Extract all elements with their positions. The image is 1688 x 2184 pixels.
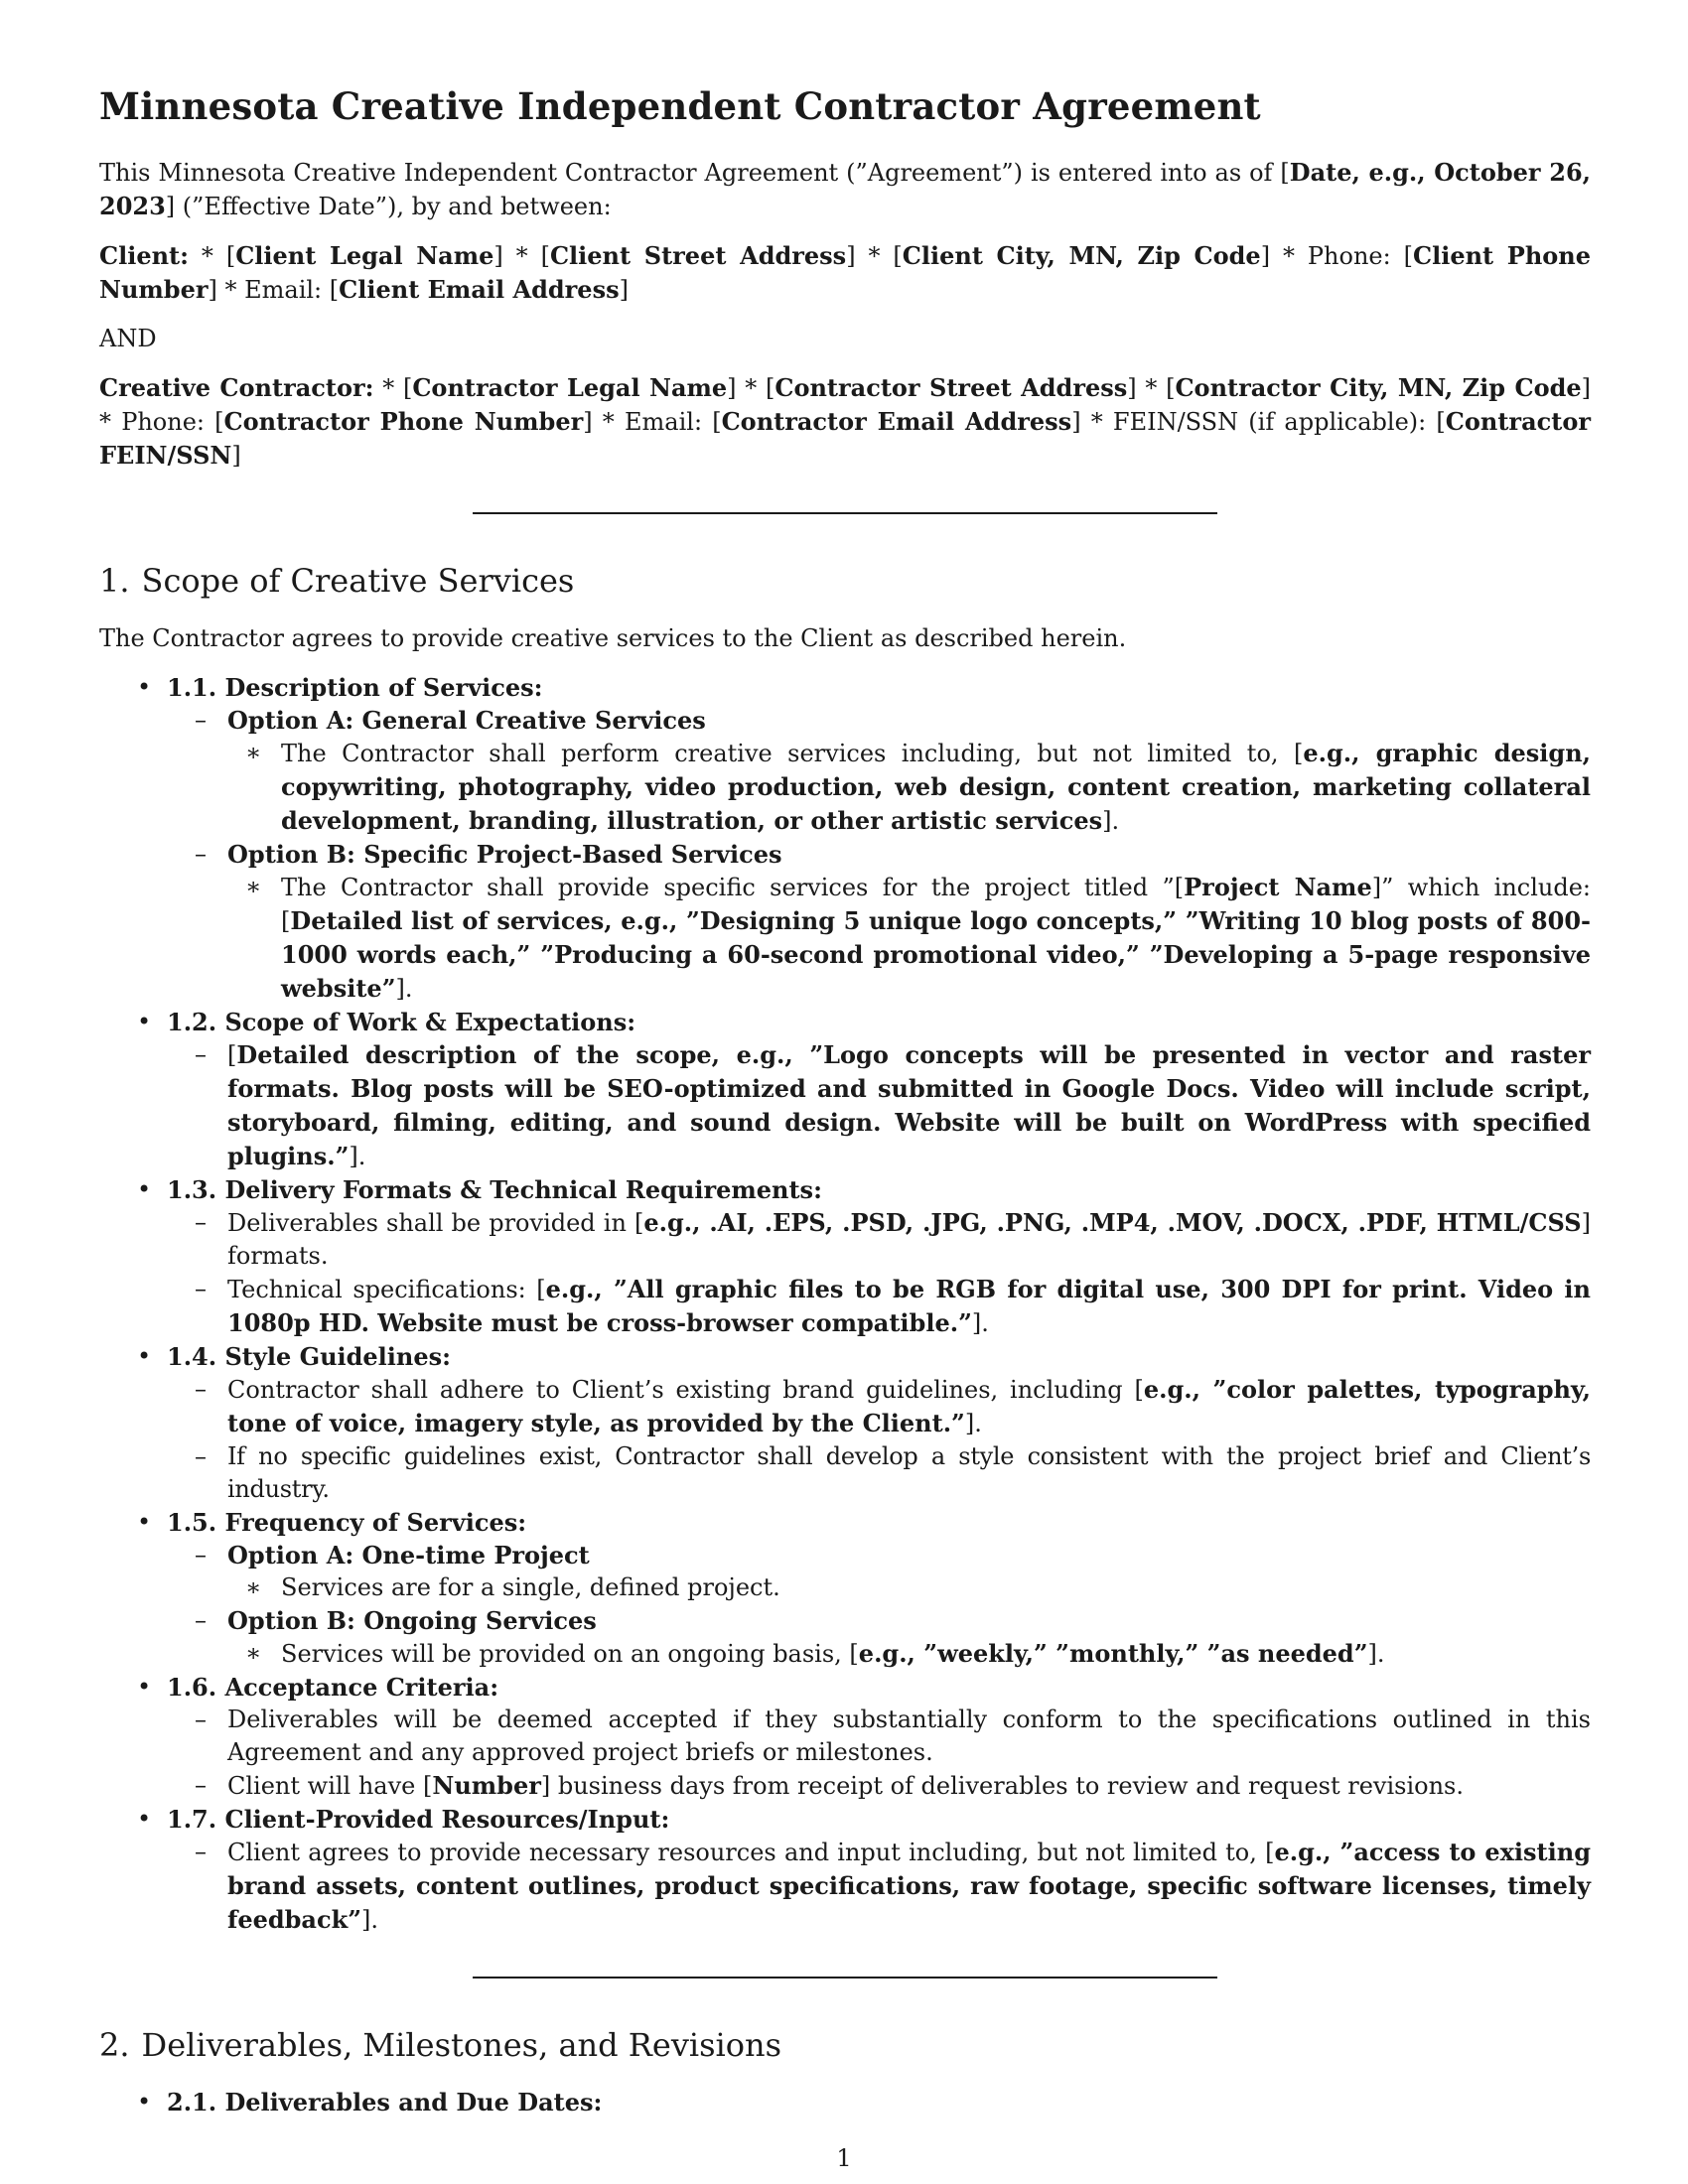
section-number: 1. <box>99 562 130 601</box>
contractor-city: Contractor City, MN, Zip Code <box>1175 373 1582 403</box>
text-span: ] formats. <box>227 1208 1591 1270</box>
list-item <box>167 1440 1591 1506</box>
section-1-heading <box>99 562 1591 600</box>
list-item <box>167 1373 1591 1440</box>
section-number: 2. <box>99 2025 130 2064</box>
dash-marker: – <box>195 1605 207 1634</box>
list-item <box>167 704 1591 838</box>
intro-text-end: ] (”Effective Date”), by and between: <box>165 193 612 221</box>
text-span: ]” which include: [ <box>281 873 1592 935</box>
client-email-label: Email: <box>244 276 323 305</box>
list-item <box>99 1340 1591 1506</box>
list-item <box>167 1273 1591 1340</box>
bullet-marker: • <box>137 1341 152 1370</box>
subsection-heading-1-5: 1.5. Frequency of Services: <box>167 1507 527 1537</box>
style-fallback-text: If no specific guidelines exist, Contractor shall develop a style consistent with the project brief and Client’s industry. <box>227 1441 1591 1503</box>
dash-marker: – <box>195 1770 207 1799</box>
option-b-text <box>281 1637 1591 1671</box>
contractor-phone: Contractor Phone Number <box>223 407 584 437</box>
contractor-email-label: Email: <box>625 408 703 437</box>
list-item <box>99 2086 1591 2118</box>
option-b-label: Option B: Ongoing Services <box>227 1605 597 1635</box>
star-marker: ∗ <box>245 738 262 766</box>
section-1-list <box>99 671 1591 1937</box>
placeholder-text: Number <box>432 1770 541 1800</box>
list-item <box>167 1704 1591 1769</box>
style-text <box>227 1373 1591 1440</box>
client-city: Client City, MN, Zip Code <box>902 241 1261 271</box>
placeholder-text: Detailed list of services, e.g., ”Designing 5 unique logo concepts,” ”Writing 10 blog posts of 800-1000 words each,” ”Producing a 60-second promotional video,” ”Developing a 5-page responsive website” <box>281 905 1591 1003</box>
client-label: Client: <box>99 241 189 271</box>
dash-marker: – <box>195 839 207 868</box>
bullet-marker: • <box>137 2088 152 2116</box>
placeholder-text: e.g., ”access to existing brand assets, content outlines, product specifications, raw footage, specific software licenses, timely feedback” <box>227 1837 1591 1934</box>
subsection-heading-1-7: 1.7. Client-Provided Resources/Input: <box>167 1804 670 1834</box>
dash-marker: – <box>195 705 207 734</box>
list-item <box>227 1637 1591 1671</box>
subsection-heading-1-4: 1.4. Style Guidelines: <box>167 1341 452 1371</box>
list-item <box>99 1506 1591 1671</box>
section-1-intro: The Contractor agrees to provide creative services to the Client as described herein. <box>99 623 1127 652</box>
effective-date-placeholder: Date, e.g., October 26, 2023 <box>99 158 1591 221</box>
text-span: Services will be provided on an ongoing basis, [ <box>281 1639 859 1668</box>
contractor-label: Creative Contractor: <box>99 373 374 403</box>
text-span: ]. <box>395 974 413 1003</box>
subsection-heading-1-2: 1.2. Scope of Work & Expectations: <box>167 1007 636 1036</box>
page-number: 1 <box>836 2144 852 2172</box>
option-a-text <box>281 737 1591 838</box>
dash-marker: – <box>195 1441 207 1470</box>
dash-marker: – <box>195 1207 207 1236</box>
list-item <box>167 1604 1591 1671</box>
text-span: ]. <box>1102 806 1120 835</box>
text-span: ]. <box>1367 1639 1385 1668</box>
subsection-heading-1-1: 1.1. Description of Services: <box>167 672 543 702</box>
client-email: Client Email Address <box>339 275 620 305</box>
option-a-text: Services are for a single, defined project. <box>281 1572 780 1601</box>
list-item <box>99 671 1591 1006</box>
acceptance-text: Deliverables will be deemed accepted if they substantially conform to the specifications outlined in this Agreement and any approved project briefs or milestones. <box>227 1705 1591 1766</box>
list-item <box>167 1038 1591 1173</box>
intro-text: This Minnesota Creative Independent Contractor Agreement (”Agreement”) is entered into as of [ <box>99 159 1290 188</box>
contractor-street: Contractor Street Address <box>774 373 1128 403</box>
contractor-email: Contractor Email Address <box>721 407 1072 437</box>
horizontal-rule <box>473 1977 1217 1979</box>
text-span: [ <box>227 1040 237 1069</box>
option-a-label: Option A: General Creative Services <box>227 705 706 735</box>
placeholder-text: e.g., ”color palettes, typography, tone of voice, imagery style, as provided by the Client.” <box>227 1374 1591 1437</box>
option-b-text <box>281 871 1591 1006</box>
list-item <box>99 1173 1591 1340</box>
text-span: ] business days from receipt of deliverables to review and request revisions. <box>540 1771 1465 1800</box>
contractor-legal-name: Contractor Legal Name <box>412 373 728 403</box>
list-item <box>227 871 1591 1006</box>
list-item <box>167 1206 1591 1273</box>
bullet-marker: • <box>137 1804 152 1833</box>
project-name-placeholder: Project Name <box>1184 872 1372 901</box>
star-marker: ∗ <box>245 872 262 900</box>
section-title: Deliverables, Milestones, and Revisions <box>141 2025 782 2064</box>
text-span: ]. <box>361 1905 379 1934</box>
list-item <box>167 1769 1591 1803</box>
bullet-marker: • <box>137 672 152 701</box>
star-marker: ∗ <box>245 1572 262 1601</box>
intro-paragraph <box>99 156 1591 223</box>
star-marker: ∗ <box>245 1638 262 1667</box>
client-phone: Client Phone Number <box>99 241 1592 305</box>
list-item <box>99 1803 1591 1937</box>
bullet-marker: • <box>137 1507 152 1536</box>
scope-text <box>227 1038 1591 1173</box>
dash-marker: – <box>195 1039 207 1068</box>
text-span: ]. <box>964 1409 982 1437</box>
text-span: Technical specifications: [ <box>227 1275 546 1303</box>
list-item <box>167 838 1591 1006</box>
bullet-marker: • <box>137 1174 152 1203</box>
text-span: Client will have [ <box>227 1771 433 1800</box>
bullet-marker: • <box>137 1672 152 1701</box>
placeholder-text: e.g., ”All graphic files to be RGB for digital use, 300 DPI for print. Video in 1080p HD. Website must be cross-browser compatible.” <box>227 1274 1591 1337</box>
text-span: ]. <box>971 1308 989 1337</box>
placeholder-text: e.g., .AI, .EPS, .PSD, .JPG, .PNG, .MP4, .MOV, .DOCX, .PDF, HTML/CSS <box>643 1207 1582 1237</box>
horizontal-rule <box>473 512 1217 514</box>
section-title: Scope of Creative Services <box>141 562 575 601</box>
contractor-block: Creative Contractor: * [Contractor Legal Name] * [Contractor Street Address] * [Contractor City, MN, Zip Code] * Phone: [Contractor Phone Number] * Email: [Contractor Email Address] * FEIN/SSN (if applicable): [Contractor FEIN/SSN] <box>99 373 1592 471</box>
contractor-phone-label: Phone: <box>121 408 205 437</box>
client-street: Client Street Address <box>549 241 847 271</box>
bullet-marker: • <box>137 1007 152 1035</box>
text-span: Contractor shall adhere to Client’s existing brand guidelines, including [ <box>227 1375 1144 1404</box>
list-item <box>227 737 1591 838</box>
contractor-fein: Contractor FEIN/SSN <box>99 407 1591 471</box>
dash-marker: – <box>195 1540 207 1569</box>
dash-marker: – <box>195 1374 207 1403</box>
section-2-list <box>99 2086 1591 2118</box>
text-span: Deliverables shall be provided in [ <box>227 1208 644 1237</box>
text-span: Client agrees to provide necessary resources and input including, but not limited to, [ <box>227 1838 1275 1866</box>
text-span: The Contractor shall provide specific services for the project titled ”[ <box>281 873 1185 901</box>
placeholder-text: e.g., ”weekly,” ”monthly,” ”as needed” <box>858 1638 1368 1668</box>
subsection-heading-1-3: 1.3. Delivery Formats & Technical Requirements: <box>167 1174 822 1204</box>
list-item <box>167 1539 1591 1604</box>
text-span: The Contractor shall perform creative services including, but not limited to, [ <box>281 739 1304 767</box>
option-a-label: Option A: One-time Project <box>227 1540 590 1570</box>
document-page <box>99 84 1591 2118</box>
client-legal-name: Client Legal Name <box>235 241 494 271</box>
document-title: Minnesota Creative Independent Contractor Agreement <box>99 84 1261 128</box>
placeholder-text: Detailed description of the scope, e.g., ”Logo concepts will be presented in vector and raster formats. Blog posts will be SEO-optimized and submitted in Google Docs. Video will include script, storyboard, filming, editing, and sound design. Website will be built on WordPress with specified plugins.” <box>227 1039 1591 1170</box>
option-b-label: Option B: Specific Project-Based Services <box>227 839 782 869</box>
list-item <box>167 1836 1591 1937</box>
text-span: ]. <box>349 1142 366 1170</box>
dash-marker: – <box>195 1837 207 1865</box>
and-separator: AND <box>99 325 157 353</box>
list-item <box>227 1571 1591 1604</box>
section-2-heading <box>99 2026 1591 2064</box>
tech-specs-text <box>227 1273 1591 1340</box>
list-item <box>99 1671 1591 1803</box>
subsection-heading-1-6: 1.6. Acceptance Criteria: <box>167 1672 499 1702</box>
contractor-fein-label: FEIN/SSN (if applicable): <box>1112 408 1427 437</box>
client-block: Client: * [Client Legal Name] * [Client Street Address] * [Client City, MN, Zip Code] * Phone: [Client Phone Number] * Email: [Client Email Address] <box>99 241 1592 305</box>
resources-text <box>227 1836 1591 1937</box>
dash-marker: – <box>195 1705 207 1733</box>
dash-marker: – <box>195 1274 207 1302</box>
placeholder-text: e.g., graphic design, copywriting, photography, video production, web design, content creation, marketing collateral development, branding, illustration, or other artistic services <box>281 738 1592 835</box>
list-item <box>99 1006 1591 1173</box>
client-phone-label: Phone: <box>1307 242 1391 271</box>
subsection-heading-2-1: 2.1. Deliverables and Due Dates: <box>167 2088 603 2117</box>
formats-text <box>227 1206 1591 1273</box>
review-period-text <box>227 1769 1591 1803</box>
